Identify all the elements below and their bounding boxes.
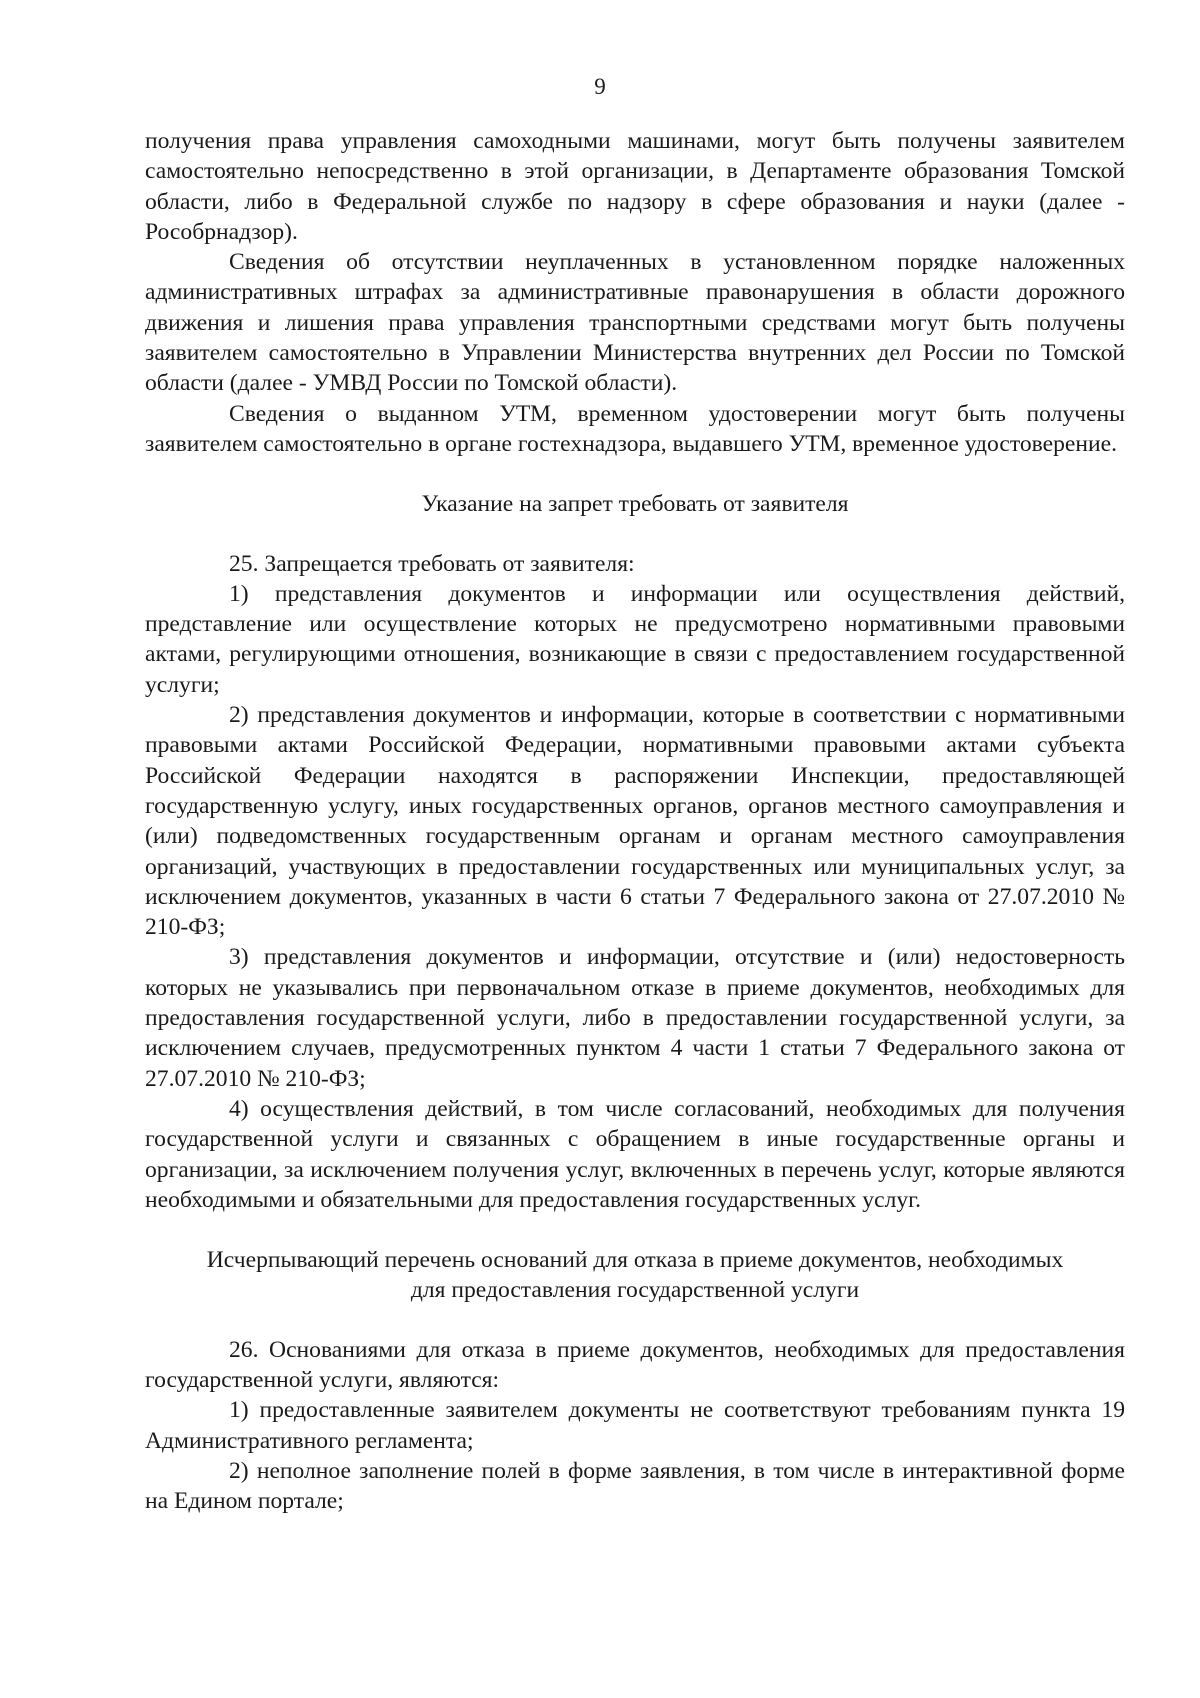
spacer xyxy=(145,1215,1125,1245)
clause-26-item-2: 2) неполное заполнение полей в форме заявления, в том числе в интерактивной форме на Едином портале; xyxy=(145,1457,1125,1515)
spacer xyxy=(145,1306,1125,1335)
clause-25-item-2: 2) представления документов и информации, которые в соответствии с нормативными правовыми актами Российской Федерации, нормативными правовыми актами субъекта Российской Федерации находятся в распоряжении Инспекции, предоставляющей государственную услугу, иных государственных органов, органов местного самоуправления и (или) подведомственных государственным органам и органам местного самоуправления организаций, участвующих в предоставлении государственных или муниципальных услуг, за исключением документов, указанных в части 6 статьи 7 Федерального закона от 27.07.2010 № 210-ФЗ; xyxy=(145,702,1125,941)
section-heading-refusal-line-1: Исчерпывающий перечень оснований для отказа в приеме документов, необходимых xyxy=(206,1247,1064,1274)
clause-26-item-1: 1) предоставленные заявителем документы не соответствуют требованиям пункта 19 Административного регламента; xyxy=(145,1397,1125,1454)
paragraph-utm-info: Сведения о выданном УТМ, временном удостоверении могут быть получены заявителем самостоятельно в органе гостехнадзора, выдавшего УТМ, временное удостоверение. xyxy=(145,400,1125,457)
clause-25-item-4: 4) осуществления действий, в том числе согласований, необходимых для получения государственной услуги и связанных с обращением в иные государственные органы и организации, за исключением получения услуг, включенных в перечень услуг, которые являются необходимыми и обязательными для предоставления государственных услуг. xyxy=(145,1095,1125,1213)
spacer xyxy=(145,520,1125,549)
paragraph-traffic-fines: Сведения об отсутствии неуплаченных в установленном порядке наложенных административных штрафах за административные правонарушения в области дорожного движения и лишения права управления транспортными средствами могут быть получены заявителем самостоятельно в Управлении Министерства внутренних дел России по Томской области (далее - УМВД России по Томской области). xyxy=(145,249,1125,397)
spacer xyxy=(145,459,1125,489)
document-body xyxy=(145,126,1125,1516)
clause-25-item-3: 3) представления документов и информации, отсутствие и (или) недостоверность которых не указывались при первоначальном отказе в приеме документов, необходимых для предоставления государственной услуги, либо в предоставлении государственной услуги, за исключением случаев, предусмотренных пунктом 4 части 1 статьи 7 Федерального закона от 27.07.2010 № 210-ФЗ; xyxy=(145,944,1125,1092)
section-heading-refusal-line-2: для предоставления государственной услуги xyxy=(410,1277,860,1304)
clause-25-intro: 25. Запрещается требовать от заявителя: xyxy=(229,550,635,577)
page-number: 9 xyxy=(594,74,606,99)
section-heading-prohibition: Указание на запрет требовать от заявителя xyxy=(421,491,849,518)
paragraph-continuation: получения права управления самоходными машинами, могут быть получены заявителем самостоятельно непосредственно в этой организации, в Департаменте образования Томской области, либо в Федеральной службе по надзору в сфере образования и науки (далее - Рособрнадзор). xyxy=(145,128,1125,245)
clause-25-item-1: 1) представления документов и информации или осуществления действий, представление или осуществление которых не предусмотрено нормативными правовыми актами, регулирующими отношения, возникающие в связи с предоставлением государственной услуги; xyxy=(145,580,1125,698)
clause-26-intro: 26. Основаниями для отказа в приеме документов, необходимых для предоставления государственной услуги, являются: xyxy=(145,1336,1125,1393)
